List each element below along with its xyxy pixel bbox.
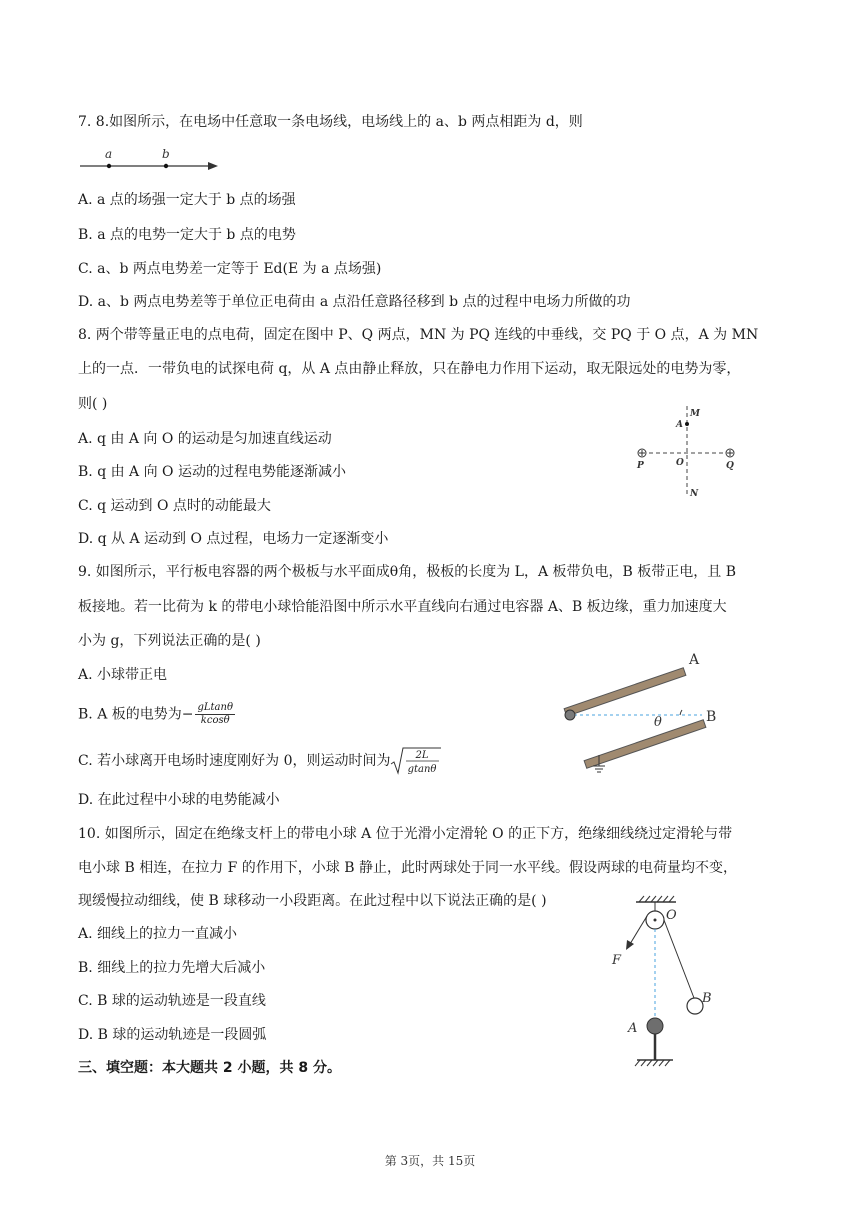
q9-stem-line3: 小为 g，下列说法正确的是( ) [78,633,261,649]
q7-option-b: B. a 点的电势一定大于 b 点的电势 [78,227,296,243]
q8-option-c: C. q 运动到 O 点时的动能最大 [78,498,271,514]
q9-option-c [78,746,442,776]
label-o: O [676,458,684,468]
plate-b [584,720,706,769]
q7-option-d: D. a、b 两点电势差等于单位正电荷由 a 点沿任意路径移到 b 点的过程中电场力所做的功 [78,294,631,310]
label-b: B [706,709,717,725]
page-footer: 第 3页，共 15页 [384,1154,476,1168]
q9-option-b-fraction [195,702,234,727]
q10-stem-line1: 10. 如图所示，固定在绝缘支杆上的带电小球 A 位于光滑小定滑轮 O 的正下方，绝缘细线绕过定滑轮与带 [78,826,733,842]
q8-option-d: D. q 从 A 运动到 O 点过程，电场力一定逐渐变小 [78,531,389,547]
plate-a [564,668,686,717]
q7-field-line-figure [78,144,220,176]
label-n: N [690,489,699,499]
angle-arc [680,710,682,715]
label-a: A [676,420,683,430]
label-theta: θ [654,715,662,730]
q10-option-b: B. 细线上的拉力先增大后减小 [78,960,266,976]
charged-ball-icon [565,710,575,720]
force-arrow-icon [626,940,634,950]
q10-pulley-figure [604,892,734,1074]
q8-stem-line3: 则( ) [78,396,108,412]
q9-capacitor-figure [558,648,738,782]
point-a-dot [685,422,689,426]
q9-option-b [78,702,235,727]
label-m: M [690,409,700,419]
label-b: B [702,991,712,1006]
fraction-numerator: gLtanθ [197,702,233,713]
q8-option-a: A. q 由 A 向 O 的运动是匀加速直线运动 [78,431,332,447]
q10-option-c: C. B 球的运动轨迹是一段直线 [78,993,266,1009]
q9-option-a: A. 小球带正电 [78,667,168,683]
point-a [107,164,111,168]
section-heading-fill-in: 三、填空题：本大题共 2 小题，共 8 分。 [78,1060,341,1076]
q10-stem-line2: 电小球 B 相连，在拉力 F 的作用下，小球 B 静止，此时两球处于同一水平线。假设两球的电荷量均不变， [78,860,737,876]
q8-stem-line2: 上的一点．一带负电的试探电荷 q，从 A 点由静止释放，只在静电力作用下运动，取无限远处的电势为零， [78,361,741,377]
label-p: P [637,461,644,471]
q9-stem-line1: 9. 如图所示，平行板电容器的两个极板与水平面成θ角，极板的长度为 L，A 板带负电，B 板带正电，且 B [78,564,737,580]
sqrt-icon [390,746,442,776]
string-ob [664,920,694,998]
field-arrow-icon [208,162,218,170]
label-b: b [162,147,170,161]
q8-option-b: B. q 由 A 向 O 运动的过程电势能逐渐减小 [78,464,346,480]
label-a: a [105,147,113,161]
ground-icon [593,766,605,772]
label-a: A [628,1021,638,1036]
point-b [164,164,168,168]
label-o: O [666,908,677,923]
q7-option-c: C. a、b 两点电势差一定等于 Ed(E 为 a 点场强) [78,261,382,277]
q9-option-c-prefix: C. 若小球离开电场时速度刚好为 0，则运动时间为 [78,753,391,769]
q7-stem: 7. 8.如图所示，在电场中任意取一条电场线，电场线上的 a、b 两点相距为 d，则 [78,114,583,130]
string-f [630,916,647,944]
fraction-denominator: kcosθ [200,715,230,726]
q10-option-d: D. B 球的运动轨迹是一段圆弧 [78,1027,267,1043]
q9-stem-line2: 板接地。若一比荷为 k 的带电小球恰能沿图中所示水平直线向右通过电容器 A、B 板边缘，重力加速度大 [78,599,727,615]
sqrt-denominator: gtanθ [408,764,437,775]
ball-a-icon [647,1018,663,1034]
q8-charges-figure [632,402,752,502]
sqrt-numerator: 2L [415,750,429,761]
label-f: F [612,953,622,968]
q7-option-a: A. a 点的场强一定大于 b 点的场强 [78,192,296,208]
q9-option-b-prefix: B. A 板的电势为− [78,706,194,723]
q9-option-d: D. 在此过程中小球的电势能减小 [78,792,280,808]
ball-b-icon [687,998,703,1014]
q10-stem-line3: 现缓慢拉动细线，使 B 球移动一小段距离。在此过程中以下说法正确的是( ) [78,893,547,909]
label-a: A [689,652,700,668]
q8-stem-line1: 8. 两个带等量正电的点电荷，固定在图中 P、Q 两点，MN 为 PQ 连线的中垂线，交 PQ 于 O 点，A 为 MN [78,327,759,343]
label-q: Q [726,461,734,471]
q10-option-a: A. 细线上的拉力一直减小 [78,926,238,942]
